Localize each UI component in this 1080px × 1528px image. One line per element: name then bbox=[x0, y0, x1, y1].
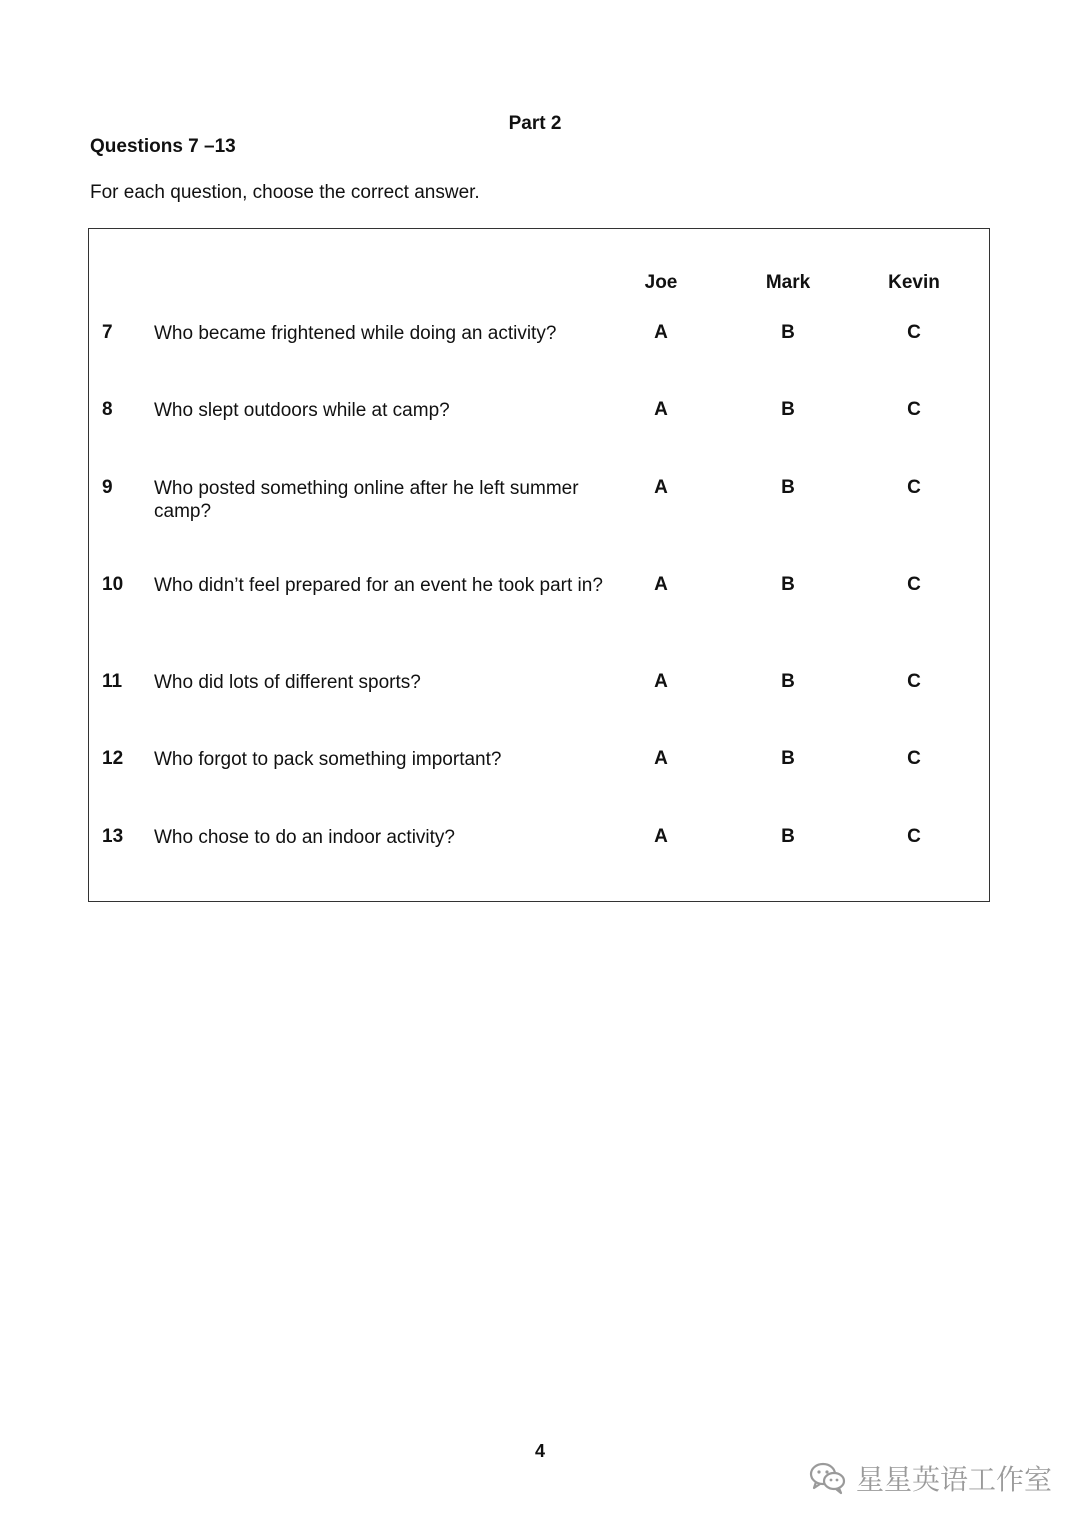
question-number: 13 bbox=[102, 826, 124, 847]
watermark bbox=[808, 1458, 1052, 1498]
question-number: 8 bbox=[102, 399, 113, 420]
question-text: Who became frightened while doing an activity? bbox=[154, 323, 557, 344]
option-a-joe[interactable]: A bbox=[654, 322, 668, 343]
page-number: 4 bbox=[534, 1441, 545, 1461]
question-text: Who forgot to pack something important? bbox=[154, 749, 502, 770]
option-c-kevin[interactable]: C bbox=[907, 399, 921, 420]
option-c-kevin[interactable]: C bbox=[907, 574, 921, 595]
question-text: Who did lots of different sports? bbox=[154, 672, 421, 693]
question-text: Who slept outdoors while at camp? bbox=[154, 400, 450, 421]
option-c-kevin[interactable]: C bbox=[907, 748, 921, 769]
option-b-mark[interactable]: B bbox=[781, 671, 795, 692]
column-header-joe: Joe bbox=[644, 272, 678, 293]
option-c-kevin[interactable]: C bbox=[907, 671, 921, 692]
part-title: Part 2 bbox=[508, 113, 562, 134]
column-header-kevin: Kevin bbox=[888, 272, 940, 293]
option-b-mark[interactable]: B bbox=[781, 399, 795, 420]
option-b-mark[interactable]: B bbox=[781, 477, 795, 498]
option-a-joe[interactable]: A bbox=[654, 399, 668, 420]
question-text: Who posted something online after he left summer camp? bbox=[154, 478, 579, 522]
question-number: 10 bbox=[102, 574, 124, 595]
question-text: Who didn’t feel prepared for an event he took part in? bbox=[154, 575, 603, 596]
question-number: 11 bbox=[102, 671, 123, 692]
option-c-kevin[interactable]: C bbox=[907, 826, 921, 847]
questions-heading: Questions 7 –13 bbox=[90, 136, 236, 157]
question-number: 9 bbox=[102, 477, 113, 498]
wechat-icon bbox=[808, 1461, 848, 1495]
option-c-kevin[interactable]: C bbox=[907, 477, 921, 498]
option-c-kevin[interactable]: C bbox=[907, 322, 921, 343]
option-b-mark[interactable]: B bbox=[781, 574, 795, 595]
instruction-text: For each question, choose the correct answer. bbox=[90, 182, 480, 203]
column-header-mark: Mark bbox=[765, 272, 811, 293]
question-number: 7 bbox=[102, 322, 113, 343]
question-number: 12 bbox=[102, 748, 124, 769]
option-a-joe[interactable]: A bbox=[654, 826, 668, 847]
option-a-joe[interactable]: A bbox=[654, 671, 668, 692]
option-b-mark[interactable]: B bbox=[781, 826, 795, 847]
option-b-mark[interactable]: B bbox=[781, 322, 795, 343]
watermark-text: 星星英语工作室 bbox=[856, 1463, 1053, 1496]
question-text: Who chose to do an indoor activity? bbox=[154, 827, 456, 848]
option-a-joe[interactable]: A bbox=[654, 748, 668, 769]
option-a-joe[interactable]: A bbox=[654, 574, 668, 595]
option-b-mark[interactable]: B bbox=[781, 748, 795, 769]
option-a-joe[interactable]: A bbox=[654, 477, 668, 498]
